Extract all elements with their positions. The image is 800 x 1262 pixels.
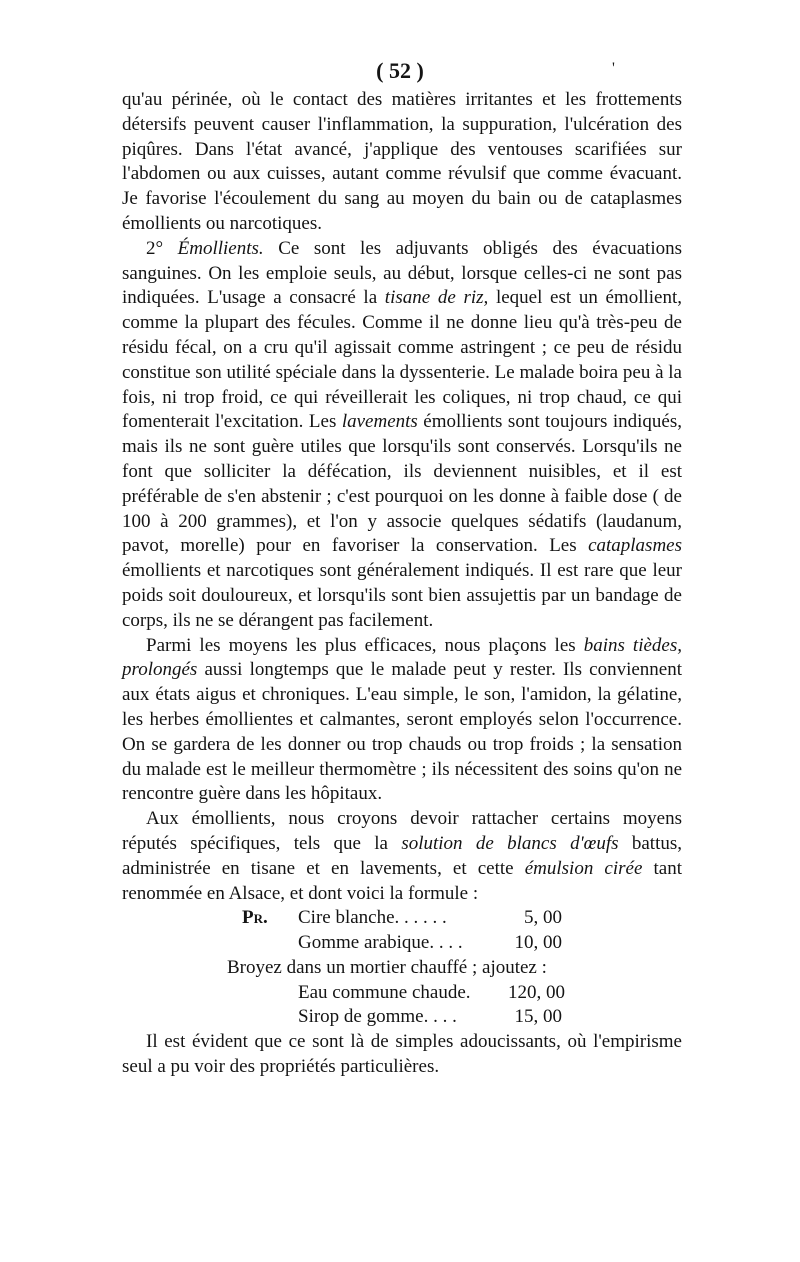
recipe-formula xyxy=(122,906,682,1030)
ingredient-name: Gomme arabique. . . . xyxy=(298,932,463,954)
paragraph-3 xyxy=(122,634,682,808)
paragraph-1: qu'au périnée, où le contact des matières irritantes et les frottements détersifs peuvent causer l'inflammation, la suppuration, l'ulcération des piqûres. Dans l'état avancé, j'applique des ventouses scarifiées sur l'abdomen ou aux cuisses, autant comme révulsif que comme évacuant. Je favorise l'écoulement du sang au moyen du bain ou de cataplasmes émollients ou narcotiques. xyxy=(122,89,682,234)
body-text xyxy=(122,88,682,1080)
text-run: lequel est un émollient, comme la plupart des fécules. Comme il ne donne lieu qu'à très-peu de résidu fécal, on a cru qu'il agissait comme astringent ; ce peu de résidu constitue son utilité spéciale dans la dyssenterie. Le malade boira peu à la fois, ni trop froid, ce qui réveillerait les coliques, ni trop chaud, ce qui fomenterait l'excitation. Les xyxy=(122,287,682,433)
text-run: émollients sont toujours indiqués, mais ils ne sont guère utiles que lorsqu'ils sont conservés. Lorsqu'ils ne font que solliciter la défécation, ils deviennent nuisibles, et il est préférable de s'en abstenir ; c'est pourquoi on les donne à faible dose ( de 100 à 200 grammes), et l'on y associe quelques sédatifs (laudanum, pavot, morelle) pour en favoriser la conservation. Les xyxy=(122,411,682,557)
text-run: tant renommée en Alsace, et dont voici la formule : xyxy=(122,857,683,904)
italic-term: cataplasmes xyxy=(588,535,682,557)
text-run: battus, administrée en tisane et en lavements, et cette xyxy=(122,832,682,879)
text-run: Aux émollients, nous croyons devoir rattacher certains moyens réputés spécifiques, tels que la xyxy=(122,808,682,854)
paragraph-5: Il est évident que ce sont là de simples adoucissants, où l'empirisme seul a pu voir des propriétés particulières. xyxy=(122,1031,682,1078)
paragraph-4 xyxy=(122,807,682,906)
italic-term: bains tièdes, prolongés xyxy=(122,634,682,681)
paragraph-2 xyxy=(122,237,682,634)
ingredient-name: Eau commune chaude. xyxy=(298,981,471,1003)
text-run: Ce sont les adjuvants obligés des évacuations sanguines. On les emploie seuls, au début, lorsque celles-ci ne sont pas indiquées. L'usage a consacré la xyxy=(122,237,682,309)
text-run: émollients et narcotiques sont généralement indiqués. Il est rare que leur poids soit douloureux, et lorsqu'ils sont bien assujettis par un bandage de corps, ils ne se dérangent pas facilement. xyxy=(122,560,682,631)
ingredient-name: Sirop de gomme. . . . xyxy=(298,1006,457,1028)
italic-term: solution de blancs d'œufs xyxy=(401,832,619,854)
ingredient-name: Cire blanche. . . . . . xyxy=(298,907,447,929)
italic-term: lavements xyxy=(341,411,418,433)
ingredient-quantity: 5, 00 xyxy=(524,907,562,929)
recipe-instruction: Broyez dans un mortier chauffé ; ajoutez : xyxy=(227,956,547,978)
page-number: ( 52 ) xyxy=(376,58,424,83)
text-run: aussi longtemps que le malade peut y rester. Ils conviennent aux états aigus et chroniques. L'eau simple, le son, l'amidon, la gélatine, les herbes émollientes et calmantes, seront employés selon l'occurrence. On se gardera de les donner ou trop chauds ou trop froids ; la sensation du malade est le meilleur thermomètre ; ils nécessitent des soins qu'on ne rencontre guère dans les hôpitaux. xyxy=(122,659,682,805)
italic-term: émulsion cirée xyxy=(524,857,643,879)
section-heading: Émollients. xyxy=(177,237,264,259)
recipe-label: Pr. xyxy=(242,907,268,929)
section-number: 2° xyxy=(146,237,164,259)
ingredient-quantity: 10, 00 xyxy=(514,932,562,954)
text-run: Parmi les moyens les plus efficaces, nous plaçons les xyxy=(146,634,584,656)
ingredient-quantity: 15, 00 xyxy=(514,1006,562,1028)
corner-mark: ' xyxy=(612,60,615,77)
ingredient-quantity: 120, 00 xyxy=(508,981,565,1003)
italic-term: tisane de riz, xyxy=(384,287,489,309)
